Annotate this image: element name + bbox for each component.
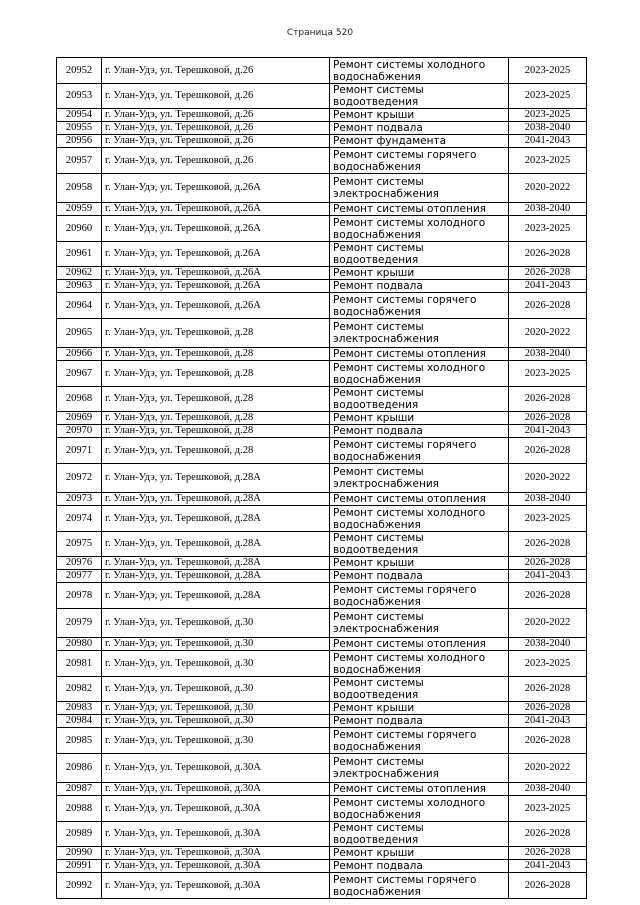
period-cell: 2026-2028 xyxy=(509,677,587,702)
period-cell: 2026-2028 xyxy=(509,242,587,267)
address-cell: г. Улан-Удэ, ул. Терешковой, д.30А xyxy=(102,822,330,847)
table-row xyxy=(57,609,587,638)
period-cell: 2026-2028 xyxy=(509,532,587,557)
period-cell: 2041-2043 xyxy=(509,280,587,293)
row-number-cell: 20954 xyxy=(57,109,102,122)
address-cell: г. Улан-Удэ, ул. Терешковой, д.30А xyxy=(102,783,330,796)
row-number-cell: 20982 xyxy=(57,677,102,702)
table-row xyxy=(57,387,587,412)
work-type-cell: Ремонт системы холодного водоснабжения xyxy=(330,506,509,532)
work-type-cell: Ремонт крыши xyxy=(330,557,509,570)
work-type-cell: Ремонт системы горячего водоснабжения xyxy=(330,293,509,319)
period-cell: 2026-2028 xyxy=(509,438,587,464)
table-row xyxy=(57,783,587,796)
table-row xyxy=(57,216,587,242)
address-cell: г. Улан-Удэ, ул. Терешковой, д.28А xyxy=(102,583,330,609)
row-number-cell: 20956 xyxy=(57,135,102,148)
work-type-cell: Ремонт подвала xyxy=(330,860,509,873)
table-row xyxy=(57,135,587,148)
address-cell: г. Улан-Удэ, ул. Терешковой, д.28А xyxy=(102,493,330,506)
work-type-cell: Ремонт подвала xyxy=(330,280,509,293)
row-number-cell: 20983 xyxy=(57,702,102,715)
table-row xyxy=(57,493,587,506)
period-cell: 2041-2043 xyxy=(509,135,587,148)
table-row xyxy=(57,860,587,873)
work-type-cell: Ремонт системы электроснабжения xyxy=(330,174,509,203)
work-type-cell: Ремонт системы водоотведения xyxy=(330,242,509,267)
address-cell: г. Улан-Удэ, ул. Терешковой, д.30 xyxy=(102,677,330,702)
work-type-cell: Ремонт системы отопления xyxy=(330,493,509,506)
work-type-cell: Ремонт системы отопления xyxy=(330,348,509,361)
period-cell: 2026-2028 xyxy=(509,267,587,280)
work-type-cell: Ремонт системы горячего водоснабжения xyxy=(330,728,509,754)
row-number-cell: 20981 xyxy=(57,651,102,677)
address-cell: г. Улан-Удэ, ул. Терешковой, д.28 xyxy=(102,425,330,438)
table-row xyxy=(57,425,587,438)
table-row xyxy=(57,280,587,293)
work-type-cell: Ремонт системы отопления xyxy=(330,203,509,216)
work-type-cell: Ремонт системы холодного водоснабжения xyxy=(330,361,509,387)
period-cell: 2041-2043 xyxy=(509,860,587,873)
address-cell: г. Улан-Удэ, ул. Терешковой, д.26А xyxy=(102,203,330,216)
row-number-cell: 20986 xyxy=(57,754,102,783)
period-cell: 2026-2028 xyxy=(509,728,587,754)
period-cell: 2026-2028 xyxy=(509,387,587,412)
table-row xyxy=(57,873,587,899)
address-cell: г. Улан-Удэ, ул. Терешковой, д.28А xyxy=(102,464,330,493)
address-cell: г. Улан-Удэ, ул. Терешковой, д.30 xyxy=(102,609,330,638)
address-cell: г. Улан-Удэ, ул. Терешковой, д.26 xyxy=(102,135,330,148)
address-cell: г. Улан-Удэ, ул. Терешковой, д.30 xyxy=(102,638,330,651)
period-cell: 2020-2022 xyxy=(509,464,587,493)
period-cell: 2038-2040 xyxy=(509,203,587,216)
period-cell: 2026-2028 xyxy=(509,822,587,847)
period-cell: 2020-2022 xyxy=(509,174,587,203)
row-number-cell: 20984 xyxy=(57,715,102,728)
table-row xyxy=(57,203,587,216)
address-cell: г. Улан-Удэ, ул. Терешковой, д.26 xyxy=(102,109,330,122)
row-number-cell: 20990 xyxy=(57,847,102,860)
period-cell: 2026-2028 xyxy=(509,702,587,715)
period-cell: 2026-2028 xyxy=(509,412,587,425)
address-cell: г. Улан-Удэ, ул. Терешковой, д.28А xyxy=(102,506,330,532)
table-row xyxy=(57,796,587,822)
address-cell: г. Улан-Удэ, ул. Терешковой, д.28А xyxy=(102,532,330,557)
work-type-cell: Ремонт системы водоотведения xyxy=(330,677,509,702)
table-row xyxy=(57,677,587,702)
work-type-cell: Ремонт системы отопления xyxy=(330,638,509,651)
work-type-cell: Ремонт системы отопления xyxy=(330,783,509,796)
row-number-cell: 20973 xyxy=(57,493,102,506)
row-number-cell: 20971 xyxy=(57,438,102,464)
period-cell: 2038-2040 xyxy=(509,638,587,651)
row-number-cell: 20980 xyxy=(57,638,102,651)
address-cell: г. Улан-Удэ, ул. Терешковой, д.28 xyxy=(102,319,330,348)
row-number-cell: 20988 xyxy=(57,796,102,822)
work-type-cell: Ремонт системы холодного водоснабжения xyxy=(330,651,509,677)
table-row xyxy=(57,84,587,109)
period-cell: 2038-2040 xyxy=(509,783,587,796)
period-cell: 2023-2025 xyxy=(509,796,587,822)
period-cell: 2023-2025 xyxy=(509,216,587,242)
table-row xyxy=(57,532,587,557)
address-cell: г. Улан-Удэ, ул. Терешковой, д.28 xyxy=(102,387,330,412)
period-cell: 2020-2022 xyxy=(509,754,587,783)
row-number-cell: 20964 xyxy=(57,293,102,319)
work-type-cell: Ремонт подвала xyxy=(330,122,509,135)
period-cell: 2026-2028 xyxy=(509,583,587,609)
table-row xyxy=(57,293,587,319)
work-type-cell: Ремонт системы водоотведения xyxy=(330,822,509,847)
work-type-cell: Ремонт подвала xyxy=(330,425,509,438)
table-row xyxy=(57,438,587,464)
table-row xyxy=(57,412,587,425)
row-number-cell: 20969 xyxy=(57,412,102,425)
address-cell: г. Улан-Удэ, ул. Терешковой, д.26А xyxy=(102,280,330,293)
table-row xyxy=(57,570,587,583)
work-type-cell: Ремонт системы холодного водоснабжения xyxy=(330,58,509,84)
address-cell: г. Улан-Удэ, ул. Терешковой, д.30А xyxy=(102,860,330,873)
address-cell: г. Улан-Удэ, ул. Терешковой, д.26 xyxy=(102,122,330,135)
period-cell: 2041-2043 xyxy=(509,570,587,583)
row-number-cell: 20963 xyxy=(57,280,102,293)
address-cell: г. Улан-Удэ, ул. Терешковой, д.28 xyxy=(102,348,330,361)
table-row xyxy=(57,58,587,84)
address-cell: г. Улан-Удэ, ул. Терешковой, д.26 xyxy=(102,58,330,84)
row-number-cell: 20959 xyxy=(57,203,102,216)
work-type-cell: Ремонт крыши xyxy=(330,267,509,280)
table-body xyxy=(57,58,587,899)
row-number-cell: 20974 xyxy=(57,506,102,532)
period-cell: 2026-2028 xyxy=(509,293,587,319)
row-number-cell: 20977 xyxy=(57,570,102,583)
address-cell: г. Улан-Удэ, ул. Терешковой, д.28А xyxy=(102,570,330,583)
table-row xyxy=(57,361,587,387)
row-number-cell: 20979 xyxy=(57,609,102,638)
row-number-cell: 20957 xyxy=(57,148,102,174)
row-number-cell: 20965 xyxy=(57,319,102,348)
row-number-cell: 20966 xyxy=(57,348,102,361)
address-cell: г. Улан-Удэ, ул. Терешковой, д.30А xyxy=(102,796,330,822)
period-cell: 2023-2025 xyxy=(509,58,587,84)
work-type-cell: Ремонт подвала xyxy=(330,715,509,728)
table-row xyxy=(57,728,587,754)
period-cell: 2038-2040 xyxy=(509,348,587,361)
row-number-cell: 20991 xyxy=(57,860,102,873)
work-type-cell: Ремонт системы горячего водоснабжения xyxy=(330,148,509,174)
row-number-cell: 20992 xyxy=(57,873,102,899)
table-row xyxy=(57,109,587,122)
address-cell: г. Улан-Удэ, ул. Терешковой, д.28 xyxy=(102,438,330,464)
table-row xyxy=(57,822,587,847)
period-cell: 2026-2028 xyxy=(509,847,587,860)
table-row xyxy=(57,267,587,280)
address-cell: г. Улан-Удэ, ул. Терешковой, д.28А xyxy=(102,557,330,570)
address-cell: г. Улан-Удэ, ул. Терешковой, д.26А xyxy=(102,174,330,203)
period-cell: 2023-2025 xyxy=(509,506,587,532)
table-row xyxy=(57,122,587,135)
repair-schedule-table xyxy=(56,57,587,899)
work-type-cell: Ремонт крыши xyxy=(330,412,509,425)
address-cell: г. Улан-Удэ, ул. Терешковой, д.30 xyxy=(102,728,330,754)
work-type-cell: Ремонт системы водоотведения xyxy=(330,84,509,109)
table-row xyxy=(57,148,587,174)
table-row xyxy=(57,754,587,783)
row-number-cell: 20985 xyxy=(57,728,102,754)
period-cell: 2026-2028 xyxy=(509,557,587,570)
work-type-cell: Ремонт подвала xyxy=(330,570,509,583)
work-type-cell: Ремонт крыши xyxy=(330,109,509,122)
address-cell: г. Улан-Удэ, ул. Терешковой, д.26А xyxy=(102,267,330,280)
row-number-cell: 20978 xyxy=(57,583,102,609)
address-cell: г. Улан-Удэ, ул. Терешковой, д.26 xyxy=(102,84,330,109)
address-cell: г. Улан-Удэ, ул. Терешковой, д.26 xyxy=(102,148,330,174)
period-cell: 2023-2025 xyxy=(509,84,587,109)
table-row xyxy=(57,348,587,361)
table-row xyxy=(57,702,587,715)
table-row xyxy=(57,242,587,267)
address-cell: г. Улан-Удэ, ул. Терешковой, д.30А xyxy=(102,754,330,783)
table-row xyxy=(57,464,587,493)
address-cell: г. Улан-Удэ, ул. Терешковой, д.26А xyxy=(102,293,330,319)
address-cell: г. Улан-Удэ, ул. Терешковой, д.30 xyxy=(102,651,330,677)
work-type-cell: Ремонт системы горячего водоснабжения xyxy=(330,583,509,609)
period-cell: 2041-2043 xyxy=(509,715,587,728)
period-cell: 2023-2025 xyxy=(509,361,587,387)
period-cell: 2038-2040 xyxy=(509,122,587,135)
address-cell: г. Улан-Удэ, ул. Терешковой, д.28 xyxy=(102,361,330,387)
row-number-cell: 20953 xyxy=(57,84,102,109)
period-cell: 2023-2025 xyxy=(509,651,587,677)
table-row xyxy=(57,651,587,677)
row-number-cell: 20952 xyxy=(57,58,102,84)
address-cell: г. Улан-Удэ, ул. Терешковой, д.30 xyxy=(102,715,330,728)
row-number-cell: 20975 xyxy=(57,532,102,557)
work-type-cell: Ремонт системы водоотведения xyxy=(330,387,509,412)
period-cell: 2023-2025 xyxy=(509,109,587,122)
row-number-cell: 20958 xyxy=(57,174,102,203)
row-number-cell: 20967 xyxy=(57,361,102,387)
work-type-cell: Ремонт системы холодного водоснабжения xyxy=(330,216,509,242)
work-type-cell: Ремонт системы электроснабжения xyxy=(330,464,509,493)
row-number-cell: 20961 xyxy=(57,242,102,267)
table-row xyxy=(57,638,587,651)
row-number-cell: 20970 xyxy=(57,425,102,438)
table-row xyxy=(57,506,587,532)
work-type-cell: Ремонт системы горячего водоснабжения xyxy=(330,873,509,899)
work-type-cell: Ремонт крыши xyxy=(330,702,509,715)
row-number-cell: 20989 xyxy=(57,822,102,847)
address-cell: г. Улан-Удэ, ул. Терешковой, д.26А xyxy=(102,216,330,242)
work-type-cell: Ремонт системы горячего водоснабжения xyxy=(330,438,509,464)
work-type-cell: Ремонт системы водоотведения xyxy=(330,532,509,557)
table-row xyxy=(57,557,587,570)
table-row xyxy=(57,319,587,348)
row-number-cell: 20962 xyxy=(57,267,102,280)
work-type-cell: Ремонт системы электроснабжения xyxy=(330,609,509,638)
row-number-cell: 20972 xyxy=(57,464,102,493)
address-cell: г. Улан-Удэ, ул. Терешковой, д.26А xyxy=(102,242,330,267)
row-number-cell: 20955 xyxy=(57,122,102,135)
address-cell: г. Улан-Удэ, ул. Терешковой, д.28 xyxy=(102,412,330,425)
address-cell: г. Улан-Удэ, ул. Терешковой, д.30А xyxy=(102,873,330,899)
work-type-cell: Ремонт системы холодного водоснабжения xyxy=(330,796,509,822)
work-type-cell: Ремонт крыши xyxy=(330,847,509,860)
work-type-cell: Ремонт системы электроснабжения xyxy=(330,319,509,348)
page-header: Страница 520 xyxy=(286,28,354,38)
work-type-cell: Ремонт фундамента xyxy=(330,135,509,148)
period-cell: 2041-2043 xyxy=(509,425,587,438)
table-row xyxy=(57,174,587,203)
period-cell: 2020-2022 xyxy=(509,319,587,348)
work-type-cell: Ремонт системы электроснабжения xyxy=(330,754,509,783)
period-cell: 2020-2022 xyxy=(509,609,587,638)
period-cell: 2038-2040 xyxy=(509,493,587,506)
row-number-cell: 20968 xyxy=(57,387,102,412)
period-cell: 2023-2025 xyxy=(509,148,587,174)
table-row xyxy=(57,715,587,728)
period-cell: 2026-2028 xyxy=(509,873,587,899)
address-cell: г. Улан-Удэ, ул. Терешковой, д.30 xyxy=(102,702,330,715)
row-number-cell: 20987 xyxy=(57,783,102,796)
table-row xyxy=(57,847,587,860)
table-row xyxy=(57,583,587,609)
row-number-cell: 20960 xyxy=(57,216,102,242)
row-number-cell: 20976 xyxy=(57,557,102,570)
address-cell: г. Улан-Удэ, ул. Терешковой, д.30А xyxy=(102,847,330,860)
